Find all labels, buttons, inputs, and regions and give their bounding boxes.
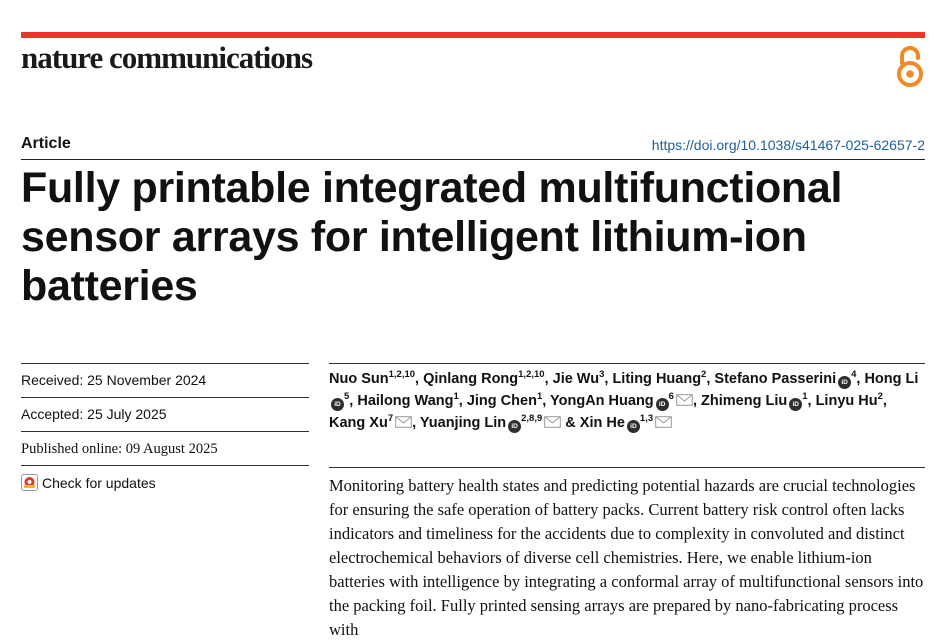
author-name: Xin He	[579, 415, 625, 431]
author[interactable]	[329, 371, 415, 387]
check-updates-label: Check for updates	[42, 474, 156, 491]
journal-name: nature communications	[21, 40, 313, 75]
published-row	[21, 431, 309, 466]
header-divider	[21, 159, 925, 160]
orcid-icon[interactable]: iD	[508, 420, 521, 433]
orcid-icon[interactable]: iD	[656, 398, 669, 411]
author[interactable]	[553, 371, 605, 387]
author-affiliation: 1	[802, 391, 808, 403]
author[interactable]	[467, 393, 542, 409]
abstract-text: Monitoring battery health states and predicting potential hazards are crucial technologies for ensuring the safe operation of battery packs. Current battery risk control often lacks indicators and timeliness for the accidents due to complexity in convoluted and distinct electrochemical behaviors of diverse cell chemistries. Here, we enable lithium-ion batteries with intelligence by integrating a conformal array of multifunctional sensors into the packing foil. Fully printed sensing arrays are prepared by nano-fabricating process with	[329, 476, 924, 639]
orcid-icon[interactable]: iD	[838, 376, 851, 389]
accepted-date: Accepted: 25 July 2025	[21, 406, 167, 422]
author-affiliation: 4	[851, 369, 857, 381]
received-row	[21, 363, 309, 398]
orcid-icon[interactable]: iD	[331, 398, 344, 411]
author-name: Liting Huang	[612, 371, 702, 387]
author-list: Nuo Sun$^{1,2,10}$, Qinlang Rong$^{1,2,10}$, Jie Wu$^3$, Liting Huang$^2$, Stefano Passerini $iD^4$, Hong LiiD$^5$, Hailong Wang$^1$, Jing Chen$^1$, YongAn Huang $iD^6$ , Zhimeng Liu $iD^1$, Linyu Hu$^2$, Kang Xu$^7$ , Yuanjing Lin iD$^{2,8,9}$ & Xin He iD$^{1,3}$	[329, 369, 919, 431]
orcid-icon[interactable]: iD	[789, 398, 802, 411]
author-affiliation: 1,2,10	[518, 369, 545, 381]
check-for-updates-button[interactable]	[21, 474, 156, 491]
article-title: Fully printable integrated multifunctional sensor arrays for intelligent lithium-ion batteries	[21, 164, 843, 310]
author-name: Hong Li	[864, 371, 919, 387]
email-icon[interactable]	[676, 394, 693, 406]
authors-divider	[329, 363, 925, 364]
abstract-divider	[329, 467, 925, 468]
published-date: Published online: 09 August 2025	[21, 441, 218, 457]
author[interactable]	[423, 371, 544, 387]
author-affiliation: 1,3	[639, 413, 654, 425]
check-updates-row	[21, 465, 309, 500]
email-icon[interactable]	[655, 416, 672, 428]
author-name: Qinlang Rong	[423, 371, 519, 387]
author-name: Zhimeng Liu	[701, 393, 788, 409]
doi-link[interactable]: https://doi.org/10.1038/s41467-025-62657-2	[651, 137, 925, 153]
author-name: Jie Wu	[552, 371, 600, 387]
author[interactable]	[816, 393, 883, 409]
author-name: Yuanjing Lin	[419, 415, 507, 431]
author-name: Nuo Sun	[329, 371, 389, 387]
email-icon[interactable]	[395, 416, 412, 428]
author[interactable]	[357, 393, 458, 409]
author[interactable]	[550, 393, 693, 409]
author-affiliation: 6	[668, 391, 674, 403]
author-affiliation: 3	[599, 369, 605, 381]
article-type: Article	[21, 135, 71, 152]
author-name: Kang Xu	[329, 415, 388, 431]
author-name: YongAn Huang	[550, 393, 654, 409]
author-affiliation: 2	[877, 391, 883, 403]
author-affiliation: 2	[701, 369, 707, 381]
author[interactable]	[714, 371, 856, 387]
email-icon[interactable]	[544, 416, 561, 428]
author-affiliation: 5	[344, 391, 350, 403]
author[interactable]	[612, 371, 706, 387]
author-affiliation: 1	[536, 391, 543, 403]
author-name: Linyu Hu	[815, 393, 878, 409]
author-affiliation: 1,2,10	[388, 369, 416, 381]
author[interactable]	[420, 415, 561, 431]
check-updates-icon	[21, 474, 38, 491]
author-affiliation: 7	[387, 413, 394, 425]
author[interactable]	[329, 415, 412, 431]
author[interactable]	[701, 393, 807, 409]
journal-accent-bar	[21, 32, 925, 38]
author-affiliation: 1	[453, 391, 459, 403]
accepted-row	[21, 397, 309, 432]
author[interactable]	[580, 415, 672, 431]
open-access-icon[interactable]	[893, 44, 927, 88]
received-date: Received: 25 November 2024	[21, 372, 207, 388]
author-name: Jing Chen	[466, 393, 537, 409]
author-name: Hailong Wang	[357, 393, 454, 409]
author-name: Stefano Passerini	[714, 371, 837, 387]
orcid-icon[interactable]: iD	[627, 420, 640, 433]
author-affiliation: 2,8,9	[521, 413, 543, 425]
